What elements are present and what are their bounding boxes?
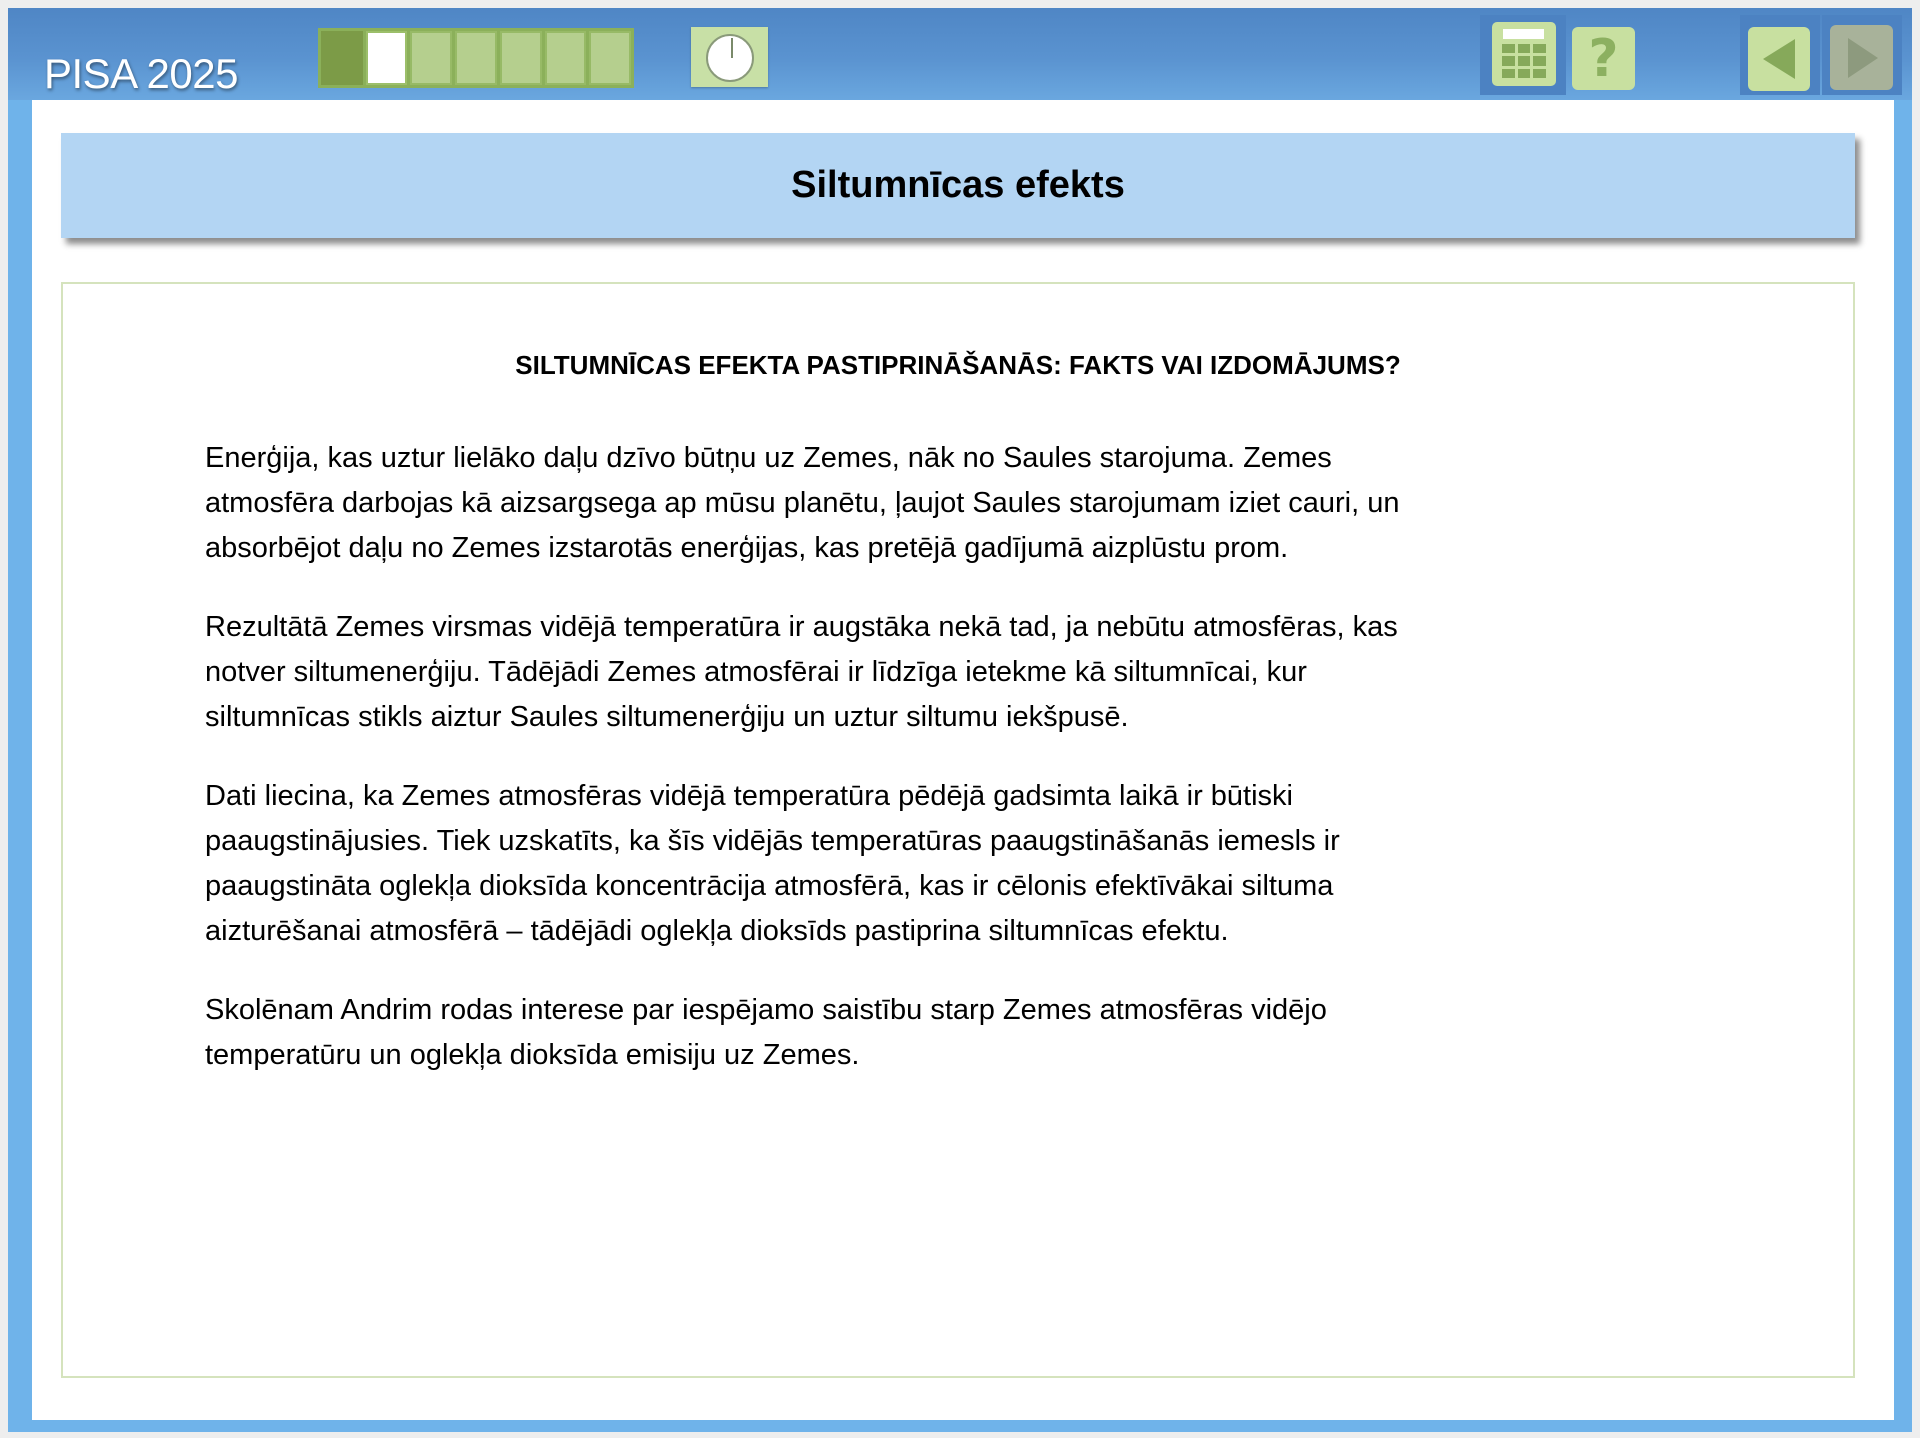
paragraph bbox=[205, 988, 1327, 1078]
help-button[interactable] bbox=[1572, 27, 1635, 90]
next-button[interactable] bbox=[1830, 25, 1893, 90]
text-line: temperatūru un oglekļa dioksīda emisiju uz Zemes. bbox=[205, 1039, 860, 1071]
calculator-icon bbox=[1492, 22, 1556, 86]
progress-bar bbox=[318, 28, 634, 88]
text-line: paaugstinājusies. Tiek uzskatīts, ka šīs vidējās temperatūras paaugstināšanās iemesls ir bbox=[205, 825, 1340, 857]
question-mark-icon: ? bbox=[1588, 28, 1619, 89]
progress-segment bbox=[410, 31, 452, 85]
text-line: atmosfēra darbojas kā aizsargsega ap mūsu planētu, ļaujot Saules starojumam iziet cauri, un bbox=[205, 487, 1400, 519]
timer-button[interactable] bbox=[691, 27, 768, 87]
progress-segment-completed bbox=[321, 31, 363, 85]
text-line: aizturēšanai atmosfērā – tādējādi oglekļa dioksīds pastiprina siltumnīcas efektu. bbox=[205, 915, 1229, 947]
text-line: Enerģija, kas uztur lielāko daļu dzīvo būtņu uz Zemes, nāk no Saules starojuma. Zemes bbox=[205, 442, 1332, 474]
progress-segment bbox=[589, 31, 631, 85]
progress-segment-current bbox=[366, 31, 408, 85]
page-title: Siltumnīcas efekts bbox=[791, 164, 1125, 206]
clock-icon bbox=[706, 34, 754, 82]
app-brand: PISA 2025 bbox=[44, 50, 238, 97]
text-line: absorbējot daļu no Zemes izstarotās enerģijas, kas pretējā gadījumā aizplūstu prom. bbox=[205, 532, 1289, 564]
article-heading: SILTUMNĪCAS EFEKTA PASTIPRINĀŠANĀS: FAKTS VAI IZDOMĀJUMS? bbox=[515, 350, 1401, 380]
clock-hand bbox=[731, 38, 733, 58]
triangle-right-icon bbox=[1842, 36, 1882, 80]
progress-segment bbox=[455, 31, 497, 85]
progress-segment bbox=[500, 31, 542, 85]
page-title-bar bbox=[61, 133, 1855, 238]
text-line: siltumnīcas stikls aiztur Saules siltumenerģiju un uztur siltumu iekšpusē. bbox=[205, 701, 1129, 733]
paragraph bbox=[205, 605, 1398, 740]
paragraph bbox=[205, 436, 1399, 571]
text-line: Dati liecina, ka Zemes atmosfēras vidējā temperatūra pēdējā gadsimta laikā ir būtiski bbox=[205, 780, 1293, 812]
stimulus-text-panel bbox=[61, 282, 1855, 1378]
text-line: Rezultātā Zemes virsmas vidējā temperatūra ir augstāka nekā tad, ja nebūtu atmosfēras, kas bbox=[205, 611, 1398, 643]
back-button[interactable] bbox=[1748, 27, 1810, 91]
text-line: Skolēnam Andrim rodas interese par iespējamo saistību starp Zemes atmosfēras vidējo bbox=[205, 994, 1327, 1026]
paragraph bbox=[205, 774, 1340, 954]
text-line: paaugstināta oglekļa dioksīda koncentrācija atmosfērā, kas ir cēlonis efektīvākai siltuma bbox=[205, 870, 1334, 902]
text-line: notver siltumenerģiju. Tādējādi Zemes atmosfērai ir līdzīga ietekme kā siltumnīcai, kur bbox=[205, 656, 1307, 688]
calculator-button[interactable] bbox=[1492, 22, 1556, 86]
progress-segment bbox=[545, 31, 587, 85]
triangle-left-icon bbox=[1759, 37, 1799, 81]
